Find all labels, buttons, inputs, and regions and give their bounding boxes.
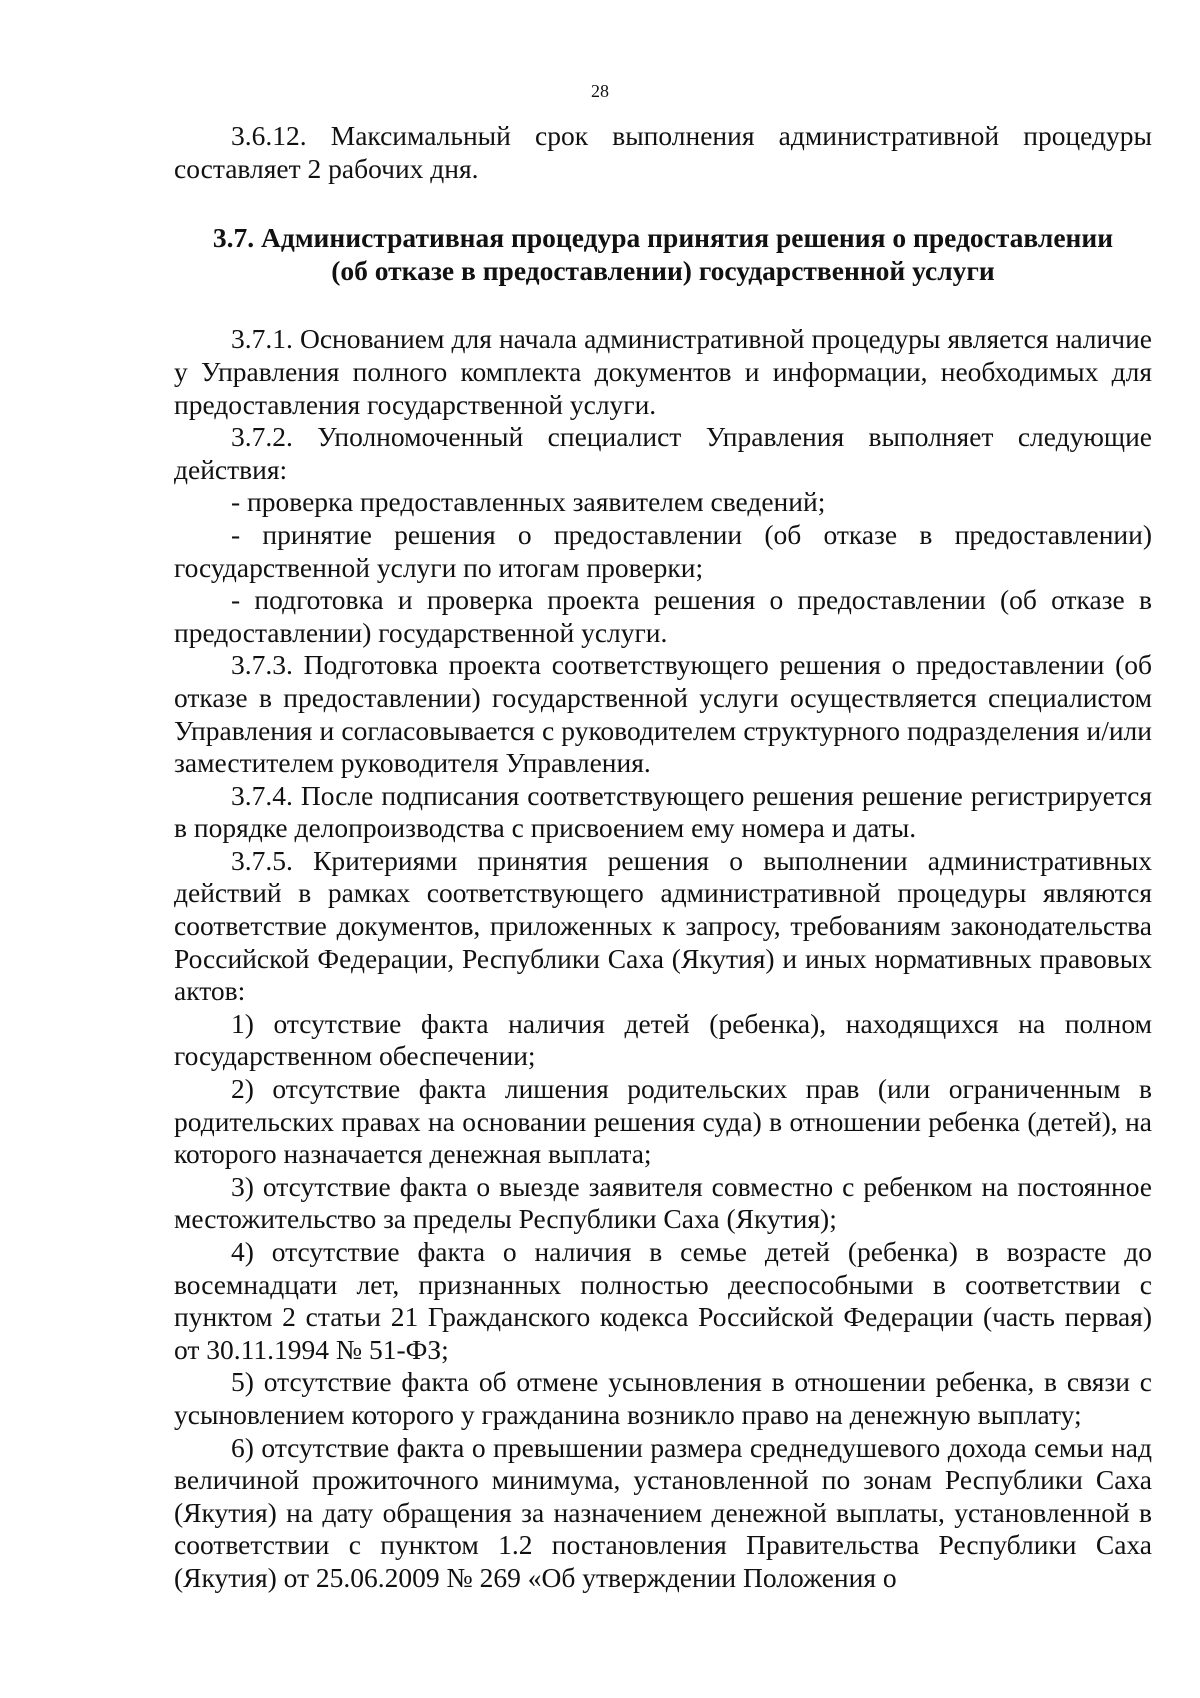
paragraph-3-7-3: 3.7.3. Подготовка проекта соответствующего решения о предоставлении (об отказе в предоставлении) государственной услуги осуществляется специалистом Управления и согласовывается с руководителем структурного подразделения и/или заместителем руководителя Управления. [174,649,1152,779]
list-item-draft-preparation: - подготовка и проверка проекта решения о предоставлении (об отказе в предоставлении) государственной услуги. [174,584,1152,648]
paragraph-3-7-2: 3.7.2. Уполномоченный специалист Управления выполняет следующие действия: [174,421,1152,485]
section-heading-line-2: (об отказе в предоставлении) государственной услуги [331,254,995,286]
criterion-5: 5) отсутствие факта об отмене усыновления в отношении ребенка, в связи с усыновлением которого у гражданина возникло право на денежную выплату; [174,1366,1152,1430]
paragraph-3-7-5: 3.7.5. Критериями принятия решения о выполнении административных действий в рамках соответствующего административной процедуры являются соответствие документов, приложенных к запросу, требованиям законодательства Российской Федерации, Республики Саха (Якутия) и иных нормативных правовых актов: [174,844,1152,1007]
paragraph-3-7-1: 3.7.1. Основанием для начала административной процедуры является наличие у Управления полного комплекта документов и информации, необходимых для предоставления государственной услуги. [174,323,1152,420]
list-item-decision: - принятие решения о предоставлении (об отказе в предоставлении) государственной услуги по итогам проверки; [174,518,1152,583]
section-heading-line-1: 3.7. Административная процедура принятия решения о предоставлении [212,222,1114,254]
criterion-1: 1) отсутствие факта наличия детей (ребенка), находящихся на полном государственном обеспечении; [174,1007,1152,1072]
page-number: 28 [591,81,609,101]
criterion-2: 2) отсутствие факта лишения родительских прав (или ограниченным в родительских правах на основании решения суда) в отношении ребенка (детей), на которого назначается денежная выплата; [174,1073,1152,1170]
list-item-verification: - проверка предоставленных заявителем сведений; [231,486,826,518]
criterion-4: 4) отсутствие факта о наличия в семье детей (ребенка) в возрасте до восемнадцати лет, признанных полностью дееспособными в соответствии с пунктом 2 статьи 21 Гражданского кодекса Российской Федерации (часть первая) от 30.11.1994 № 51-ФЗ; [174,1236,1152,1365]
section-heading-3-7 [174,222,1152,287]
criterion-3: 3) отсутствие факта о выезде заявителя совместно с ребенком на постоянное местожительство за пределы Республики Саха (Якутия); [174,1170,1152,1235]
paragraph-3-6-12: 3.6.12. Максимальный срок выполнения административной процедуры составляет 2 рабочих дня. [174,120,1152,184]
document-body [174,120,1152,1595]
paragraph-3-7-4: 3.7.4. После подписания соответствующего решения решение регистрируется в порядке делопроизводства с присвоением ему номера и даты. [174,779,1152,844]
criterion-6: 6) отсутствие факта о превышении размера среднедушевого дохода семьи над величиной прожиточного минимума, установленной по зонам Республики Саха (Якутия) на дату обращения за назначением денежной выплаты, установленной в соответствии с пунктом 1.2 постановления Правительства Республики Саха (Якутия) от 25.06.2009 № 269 «Об утверждении Положения о [174,1431,1152,1593]
